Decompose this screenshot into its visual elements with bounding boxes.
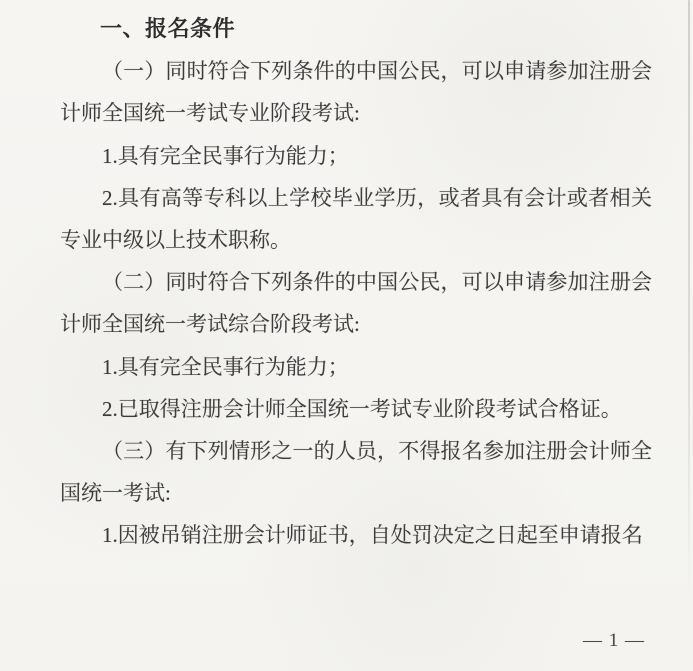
paragraph: （二）同时符合下列条件的中国公民，可以申请参加注册会计师全国统一考试综合阶段考试: [60,270,652,337]
paragraph: 1.具有完全民事行为能力； [102,143,349,168]
document-body [60,8,652,557]
paragraph: （一）同时符合下列条件的中国公民，可以申请参加注册会计师全国统一考试专业阶段考试: [60,59,652,126]
scan-edge-artifact [688,0,690,600]
section-heading: 一、报名条件 [100,16,236,41]
paragraph: 2.具有高等专科以上学校毕业学历，或者具有会计或者相关专业中级以上技术职称。 [60,185,652,253]
paragraph: 1.因被吊销注册会计师证书，自处罚决定之日起至申请报名 [102,523,643,548]
page-number: — 1 — [583,630,645,651]
paragraph: 1.具有完全民事行为能力； [102,354,349,379]
paragraph: 2.已取得注册会计师全国统一考试专业阶段考试合格证。 [102,396,622,421]
paragraph: （三）有下列情形之一的人员，不得报名参加注册会计师全国统一考试: [60,439,652,506]
